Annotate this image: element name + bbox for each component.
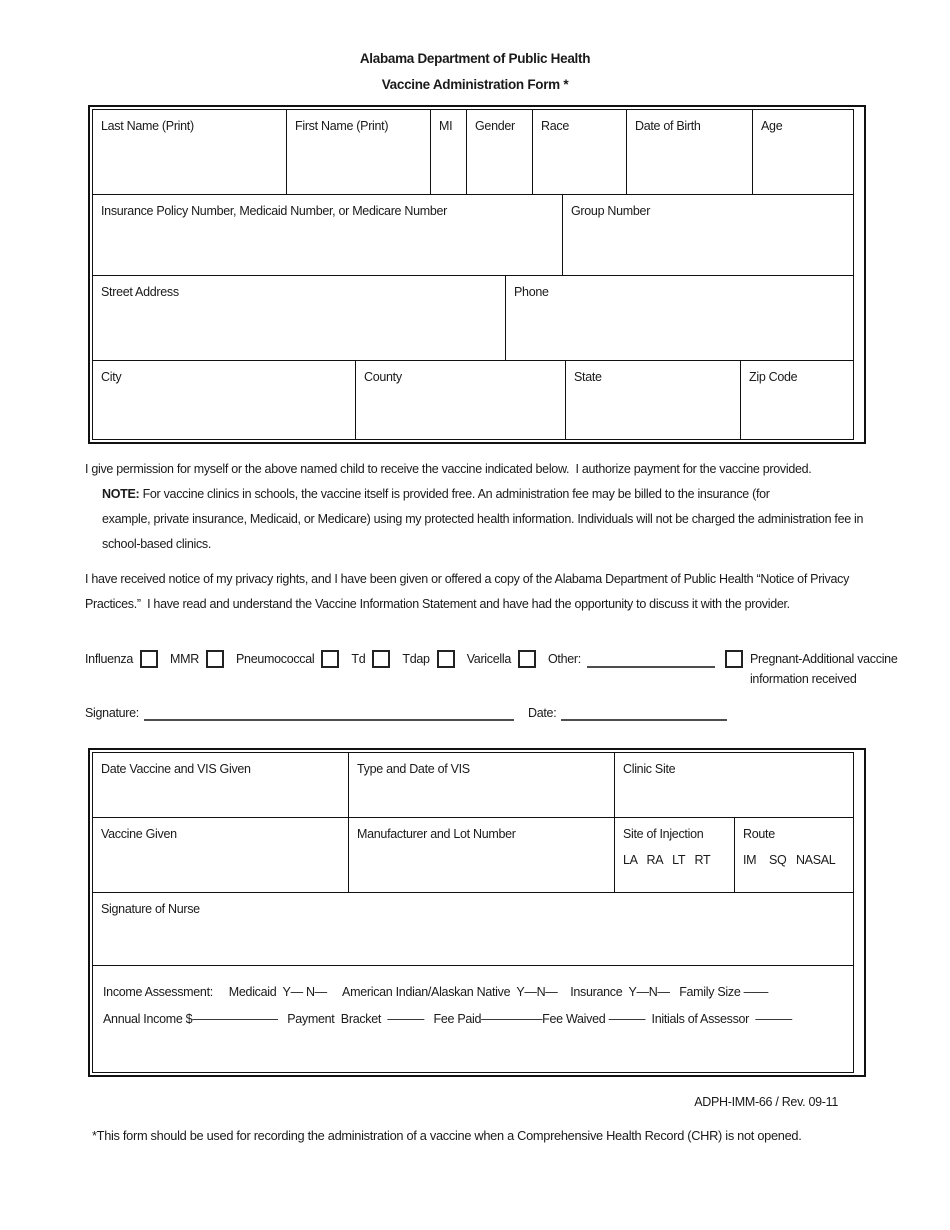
table-row: [93, 966, 853, 1072]
signature-line[interactable]: [144, 704, 514, 721]
vaccine-selection-row: [85, 649, 915, 689]
note-label: NOTE:: [102, 487, 140, 501]
field-site-of-injection[interactable]: [615, 818, 735, 892]
field-label: First Name (Print): [295, 119, 389, 133]
form-number: ADPH-IMM-66 / Rev. 09-11: [694, 1095, 838, 1109]
signature-row: [85, 704, 727, 722]
form-title-agency: Alabama Department of Public Health: [359, 51, 591, 66]
privacy-line1: I have received notice of my privacy rights, and I have been given or offered a copy of the Alabama Department of Public Health “Notice of Privacy: [85, 572, 850, 586]
site-options[interactable]: LA RA LT RT: [623, 853, 711, 867]
field-date-vaccine-vis-given[interactable]: [93, 753, 349, 817]
field-label: Manufacturer and Lot Number: [357, 827, 516, 841]
checkbox-td[interactable]: [372, 650, 390, 668]
table-row: [93, 110, 853, 195]
field-label: Route: [743, 827, 775, 841]
field-route[interactable]: [735, 818, 853, 892]
field-nurse-signature[interactable]: [93, 893, 853, 965]
field-manufacturer-lot[interactable]: [349, 818, 615, 892]
field-group-number[interactable]: [563, 195, 853, 275]
date-line[interactable]: [561, 704, 727, 721]
patient-info-table: [88, 105, 866, 444]
varicella-label: Varicella: [466, 652, 511, 666]
form-title-name: Vaccine Administration Form *: [381, 77, 569, 92]
field-label: Gender: [475, 119, 515, 133]
consent-note-line3: school-based clinics.: [102, 537, 212, 551]
privacy-line2: Practices.” I have read and understand the Vaccine Information Statement and have had the opportunity to discuss it with the provider.: [85, 597, 790, 611]
table-row: [93, 195, 853, 276]
field-label: County: [364, 370, 402, 384]
checkbox-mmr[interactable]: [206, 650, 224, 668]
field-county[interactable]: [356, 361, 566, 439]
consent-text-block: [85, 457, 863, 617]
pneumococcal-label: Pneumococcal: [236, 652, 315, 666]
field-label: MI: [439, 119, 453, 133]
field-street-address[interactable]: [93, 276, 506, 360]
form-header: [0, 46, 950, 98]
checkbox-pregnant[interactable]: [725, 650, 743, 668]
pregnant-label: [750, 649, 915, 689]
field-label: Clinic Site: [623, 762, 676, 776]
field-label: Date Vaccine and VIS Given: [101, 762, 251, 776]
field-type-date-vis[interactable]: [349, 753, 615, 817]
checkbox-influenza[interactable]: [140, 650, 158, 668]
table-row: [93, 361, 853, 439]
field-label: Group Number: [571, 204, 651, 218]
field-vaccine-given[interactable]: [93, 818, 349, 892]
field-label: Last Name (Print): [101, 119, 194, 133]
field-insurance-number[interactable]: [93, 195, 563, 275]
checkbox-pneumococcal[interactable]: [321, 650, 339, 668]
field-last-name[interactable]: [93, 110, 287, 194]
field-label: Date of Birth: [635, 119, 701, 133]
checkbox-tdap[interactable]: [437, 650, 455, 668]
checkbox-varicella[interactable]: [518, 650, 536, 668]
other-line[interactable]: [587, 651, 715, 668]
other-label: Other:: [548, 652, 581, 666]
field-race[interactable]: [533, 110, 627, 194]
field-label: Age: [761, 119, 783, 133]
consent-note-line1: [102, 482, 863, 507]
signature-label: Signature:: [85, 706, 139, 720]
footnote: *This form should be used for recording the administration of a vaccine when a Comprehensive Health Record (CHR) is not opened.: [92, 1128, 802, 1143]
administration-table: [88, 748, 866, 1077]
mmr-label: MMR: [170, 652, 199, 666]
field-gender[interactable]: [467, 110, 533, 194]
pregnant-label-line2: information received: [749, 672, 857, 686]
field-date-of-birth[interactable]: [627, 110, 753, 194]
pregnant-label-line1: Pregnant-Additional vaccine: [749, 652, 898, 666]
field-label: Street Address: [101, 285, 179, 299]
income-assessment-line2: Annual Income $——————— Payment Bracket ——— Fee Paid—————Fee Waived ——— Initials of Assessor ———: [103, 1012, 792, 1026]
field-label: Vaccine Given: [101, 827, 177, 841]
field-label: Insurance Policy Number, Medicaid Number, or Medicare Number: [101, 204, 448, 218]
td-label: Td: [351, 652, 366, 666]
income-assessment-line1: Income Assessment: Medicaid Y— N— American Indian/Alaskan Native Y—N— Insurance Y—N— Family Size ——: [103, 985, 769, 999]
field-label: Type and Date of VIS: [357, 762, 470, 776]
field-clinic-site[interactable]: [615, 753, 853, 817]
field-label: Zip Code: [749, 370, 798, 384]
note-text: For vaccine clinics in schools, the vaccine itself is provided free. An administration fee may be billed to the insurance (for: [139, 487, 770, 501]
table-row: [93, 753, 853, 818]
field-label: Race: [541, 119, 569, 133]
field-phone[interactable]: [506, 276, 853, 360]
field-city[interactable]: [93, 361, 356, 439]
table-row: [93, 276, 853, 361]
field-zip-code[interactable]: [741, 361, 853, 439]
consent-permission-line: I give permission for myself or the above named child to receive the vaccine indicated below. I authorize payment for the vaccine provided.: [85, 462, 812, 476]
field-label: City: [101, 370, 122, 384]
table-row: [93, 818, 853, 893]
field-age[interactable]: [753, 110, 853, 194]
field-income-assessment[interactable]: [93, 966, 853, 1072]
route-options[interactable]: IM SQ NASAL: [743, 853, 836, 867]
influenza-label: Influenza: [85, 652, 134, 666]
field-state[interactable]: [566, 361, 741, 439]
table-row: [93, 893, 853, 966]
field-mi[interactable]: [431, 110, 467, 194]
field-first-name[interactable]: [287, 110, 431, 194]
field-label: State: [574, 370, 602, 384]
field-label: Phone: [514, 285, 549, 299]
field-label: Signature of Nurse: [101, 902, 200, 916]
date-label: Date:: [527, 706, 557, 720]
tdap-label: Tdap: [402, 652, 430, 666]
field-label: Site of Injection: [623, 827, 704, 841]
consent-note-line2: example, private insurance, Medicaid, or Medicare) using my protected health information. Individuals will not be charged the administration fee in: [102, 512, 864, 526]
